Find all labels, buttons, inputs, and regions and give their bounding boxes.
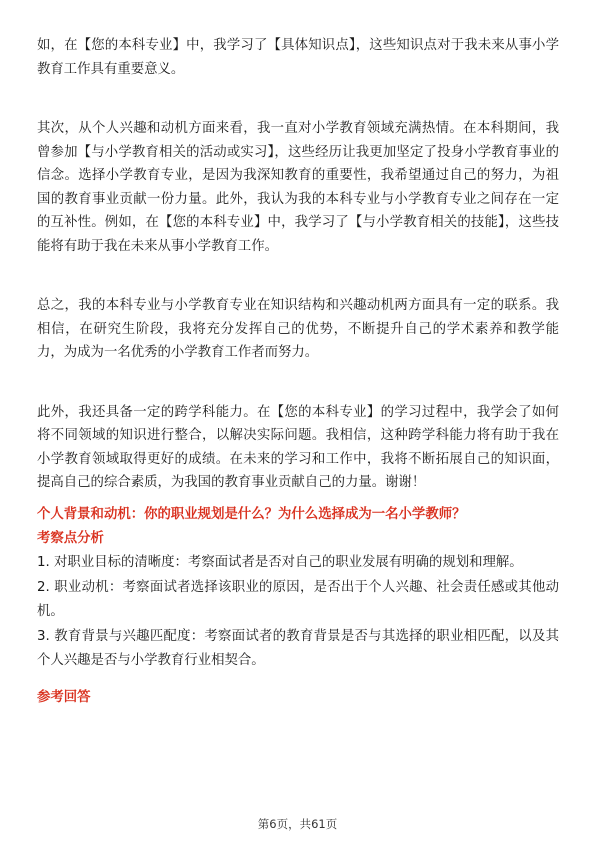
body-paragraph: 此外，我还具备一定的跨学科能力。在【您的本科专业】的学习过程中，我学会了如何将不同领域的知识进行整合，以解决实际问题。我相信，这种跨学科能力将有助于我在小学教育领域取得更好的成绩。在未来的学习和工作中，我将不断拓展自己的知识面，提高自己的综合素质，为我国的教育事业贡献自己的力量。谢谢！ <box>37 404 559 490</box>
page-content <box>37 34 559 709</box>
list-item: 3. 教育背景与兴趣匹配度：考察面试者的教育背景是否与其选择的职业相匹配，以及其个人兴趣是否与小学教育行业相契合。 <box>37 629 559 668</box>
analysis-list <box>37 551 559 673</box>
question-heading: 个人背景和动机：你的职业规划是什么？为什么选择成为一名小学教师？ <box>37 506 466 522</box>
body-paragraph: 总之，我的本科专业与小学教育专业在知识结构和兴趣动机两方面具有一定的联系。我相信，在研究生阶段，我将充分发挥自己的优势，不断提升自己的学术素养和教学能力，为成为一名优秀的小学教育工作者而努力。 <box>37 298 559 360</box>
reference-heading: 参考回答 <box>37 690 91 705</box>
body-paragraph: 如，在【您的本科专业】中，我学习了【具体知识点】，这些知识点对于我未来从事小学教育工作具有重要意义。 <box>37 38 559 77</box>
analysis-heading: 考察点分析 <box>37 530 104 546</box>
body-paragraph: 其次，从个人兴趣和动机方面来看，我一直对小学教育领域充满热情。在本科期间，我曾参加【与小学教育相关的活动或实习】，这些经历让我更加坚定了投身小学教育事业的信念。选择小学教育专业，是因为我深知教育的重要性，我希望通过自己的努力，为祖国的教育事业贡献一份力量。此外，我认为我的本科专业与小学教育专业之间存在一定的互补性。例如，在【您的本科专业】中，我学习了【与小学教育相关的技能】，这些技能将有助于我在未来从事小学教育工作。 <box>37 121 559 254</box>
list-item: 1. 对职业目标的清晰度：考察面试者是否对自己的职业发展有明确的规划和理解。 <box>37 554 523 570</box>
list-item: 2. 职业动机：考察面试者选择该职业的原因，是否出于个人兴趣、社会责任感或其他动机。 <box>37 580 559 619</box>
page-footer: 第6页，共61页 <box>257 817 338 831</box>
